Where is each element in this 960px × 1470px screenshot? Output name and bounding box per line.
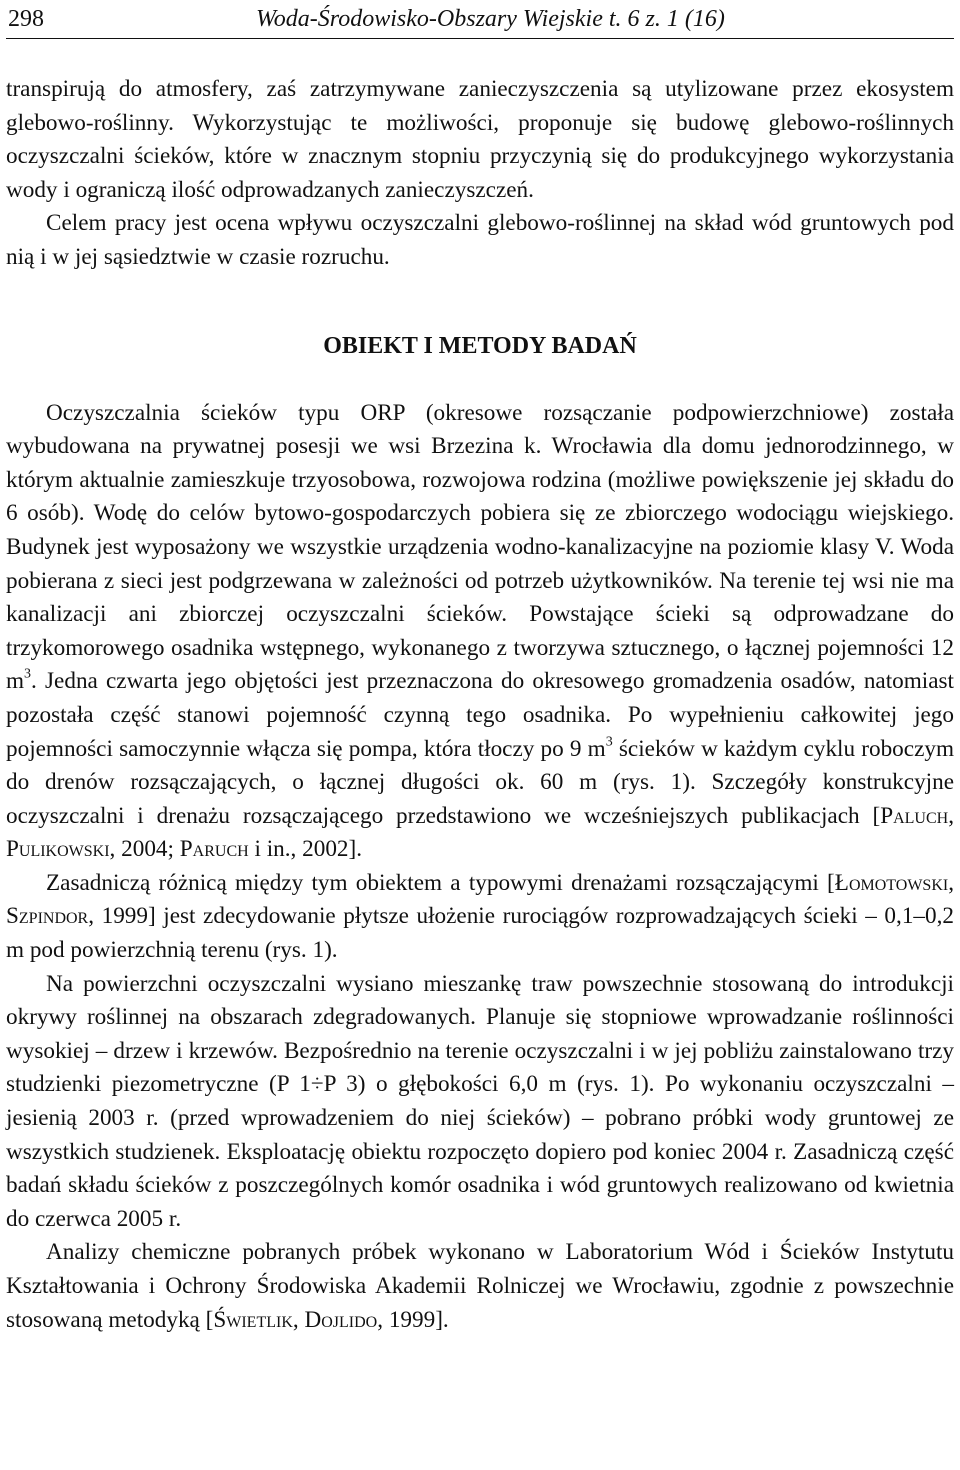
text-run: , 1999].	[377, 1306, 449, 1333]
page-number: 298	[8, 6, 44, 32]
citation-author: Paruch	[179, 836, 249, 863]
intro-paragraph-1: transpirują do atmosfery, zaś zatrzymywane zanieczyszczenia są utylizowane przez ekosystem glebowo-roślinny. Wykorzystując te możliwości, proponuje się budowę glebowo-roślinnych oczyszczalni ścieków, które w znacznym stopniu przyczynią się do produkcyjnego wykorzystania wody i ograniczą ilość odprowadzanych zanieczyszczeń.	[6, 76, 954, 203]
methods-paragraph-3: Na powierzchni oczyszczalni wysiano mieszankę traw powszechnie stosowaną do introdukcji okrywy roślinnej na obszarach zdegradowanych. Planuje się stopniowe wprowadzanie roślinności wysokiej – drzew i krzewów. Bezpośrednio na terenie oczyszczalni i w jej pobliżu zainstalowano trzy studzienki piezometryczne (P 1÷P 3) o głębokości 6,0 m (rys. 1). Po wykonaniu oczyszczalni – jesienią 2003 r. (przed wprowadzeniem do niej ścieków) – pobrano próbki wody gruntowej ze wszystkich studzienek. Eksploatację obiektu rozpoczęto dopiero pod koniec 2004 r. Zasadniczą część badań składu ścieków z poszczególnych komór osadnika i wód gruntowych realizowano od kwietnia do czerwca 2005 r.	[6, 970, 954, 1232]
methods-paragraph-4	[6, 1236, 954, 1337]
text-run: ścieków w każdym cyklu roboczym do drenów rozsączających, o łącznej długości ok. 60 m (rys. 1). Szczegóły konstrukcyjne oczyszczalni i drenażu rozsączającego przedstawiono we wcześniejszych publikacjach [	[6, 735, 954, 829]
text-run: , 1999] jest zdecydowanie płytsze ułożenie rurociągów rozprowadzających ścieki – 0,1–0,2 m pod powierzchnią terenu (rys. 1).	[6, 903, 954, 964]
citation-author: Łomotowski	[834, 869, 949, 896]
text-run: . Jedna czwarta jego objętości jest przeznaczona do okresowego gromadzenia osadów, natomiast pozostała część stanowi pojemność czynną tego osadnika. Po wypełnieniu całkowitej jego pojemności samoczynnie włącza się pompa, która tłoczy po 9 m	[6, 668, 954, 762]
citation-author: Świetlik	[213, 1306, 293, 1333]
text-run: , 2004;	[109, 836, 180, 863]
article-body	[6, 73, 954, 1337]
citation-author: Paluch	[880, 802, 949, 829]
citation-author: Szpindor	[6, 903, 89, 930]
page	[6, 0, 954, 1337]
text-run: ,	[948, 802, 954, 829]
methods-paragraph-1	[6, 397, 954, 867]
superscript: 3	[24, 666, 32, 682]
citation-author: Dojlido	[304, 1306, 378, 1333]
text-run: Zasadniczą różnicą między tym obiektem a typowymi drenażami rozsączającymi [	[46, 869, 835, 896]
superscript: 3	[605, 734, 613, 749]
aim-paragraph: Celem pracy jest ocena wpływu oczyszczalni glebowo-roślinnej na skład wód gruntowych pod nią i w jej sąsiedztwie w czasie rozruchu.	[6, 210, 954, 270]
running-header	[6, 0, 954, 39]
section-heading: OBIEKT I METODY BADAŃ	[323, 332, 637, 359]
text-run: ,	[948, 869, 954, 896]
text-run: ,	[292, 1306, 305, 1333]
methods-paragraph-2	[6, 867, 954, 968]
text-run: i in., 2002].	[248, 836, 363, 863]
citation-author: Pulikowski	[6, 836, 110, 863]
text-run: Oczyszczalnia ścieków typu ORP (okresowe rozsączanie podpowierzchniowe) została wybudowana na prywatnej posesji we wsi Brzezina k. Wrocławia dla domu jednorodzinnego, w którym aktualnie zamieszkuje trzyosobowa, rozwojowa rodzina (możliwe powiększenie jej składu do 6 osób). Wodę do celów bytowo-gospodarczych pobiera się ze zbiorczego wodociągu wiejskiego. Budynek jest wyposażony we wszystkie urządzenia wodno-kanalizacyjne na poziomie klasy V. Woda pobierana z sieci jest podgrzewana w zależności od potrzeb użytkowników. Na terenie tej wsi nie ma kanalizacji ani zbiorczej oczyszczalni ścieków. Powstające ścieki są odprowadzane do trzykomorowego osadnika wstępnego, wykonanego z tworzywa sztucznego, o łącznej pojemności 12 m	[6, 399, 954, 695]
text-run: Analizy chemiczne pobranych próbek wykonano w Laboratorium Wód i Ścieków Instytutu Kształtowania i Ochrony Środowiska Akademii Rolniczej we Wrocławiu, zgodnie z powszechnie stosowaną metodyką [	[6, 1239, 954, 1333]
journal-title: Woda-Środowisko-Obszary Wiejskie t. 6 z. 1 (16)	[256, 6, 725, 32]
